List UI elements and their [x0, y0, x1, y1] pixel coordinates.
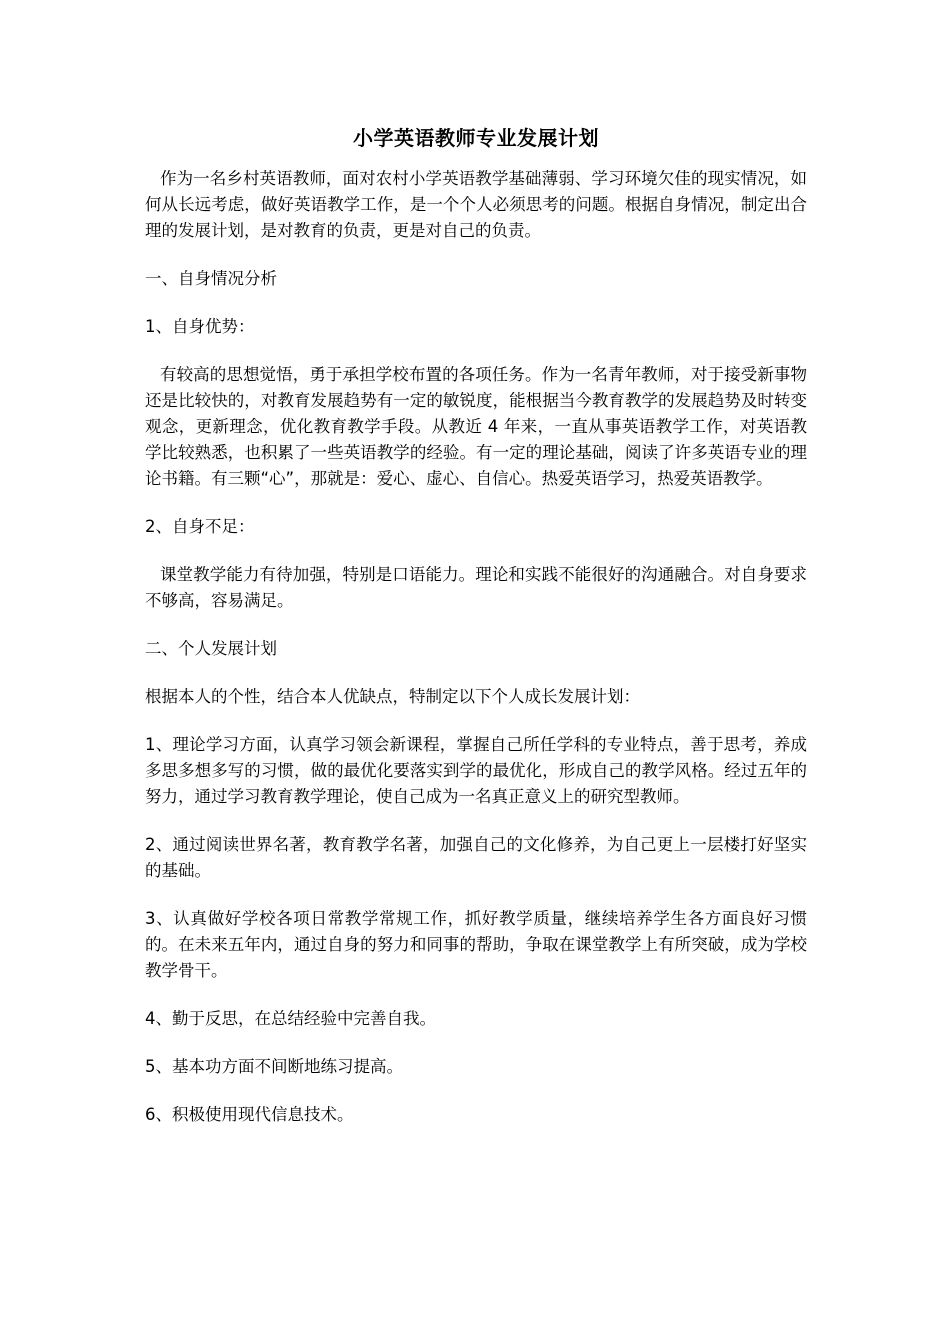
weakness-paragraph: 课堂教学能力有待加强，特别是口语能力。理论和实践不能很好的沟通融合。对自身要求不够高，容易满足。: [145, 565, 807, 610]
intro-paragraph: 作为一名乡村英语教师，面对农村小学英语教学基础薄弱、学习环境欠佳的现实情况，如何从长远考虑，做好英语教学工作，是一个个人必须思考的问题。根据自身情况，制定出合理的发展计划，是对教育的负责，更是对自己的负责。: [145, 169, 807, 240]
document-body: [145, 124, 807, 1150]
plan-item-4: 4、勤于反思，在总结经验中完善自我。: [145, 1009, 436, 1028]
strengths-heading: 1、自身优势：: [145, 317, 255, 336]
plan-item-6: 6、积极使用现代信息技术。: [145, 1105, 354, 1124]
section-heading-self-analysis: 一、自身情况分析: [145, 269, 277, 288]
plan-item-2: 2、通过阅读世界名著，教育教学名著，加强自己的文化修养，为自己更上一层楼打好坚实的基础。: [145, 835, 807, 880]
document-title: 小学英语教师专业发展计划: [353, 126, 599, 150]
strengths-paragraph: 有较高的思想觉悟，勇于承担学校布置的各项任务。作为一名青年教师，对于接受新事物还是比较快的，对教育发展趋势有一定的敏锐度，能根据当今教育教学的发展趋势及时转变观念，更新理念，优化教育教学手段。从教近 4 年来，一直从事英语教学工作，对英语教学比较熟悉，也积累了一些英语教学的经验。有一定的理论基础，阅读了许多英语专业的理论书籍。有三颗“心”，那就是：爱心、虚心、自信心。热爱英语学习，热爱英语教学。: [145, 365, 807, 488]
plan-item-3: 3、认真做好学校各项日常教学常规工作，抓好教学质量，继续培养学生各方面良好习惯的。在未来五年内，通过自身的努力和同事的帮助，争取在课堂教学上有所突破，成为学校教学骨干。: [145, 909, 807, 980]
section-heading-development-plan: 二、个人发展计划: [145, 639, 277, 658]
plan-intro-paragraph: 根据本人的个性，结合本人优缺点，特制定以下个人成长发展计划：: [145, 687, 640, 706]
weakness-heading: 2、自身不足：: [145, 517, 255, 536]
plan-item-1: 1、理论学习方面，认真学习领会新课程，掌握自己所任学科的专业特点，善于思考，养成多思多想多写的习惯，做的最优化要落实到学的最优化，形成自己的教学风格。经过五年的努力，通过学习教育教学理论，使自己成为一名真正意义上的研究型教师。: [145, 735, 807, 806]
plan-item-5: 5、基本功方面不间断地练习提高。: [145, 1057, 403, 1076]
